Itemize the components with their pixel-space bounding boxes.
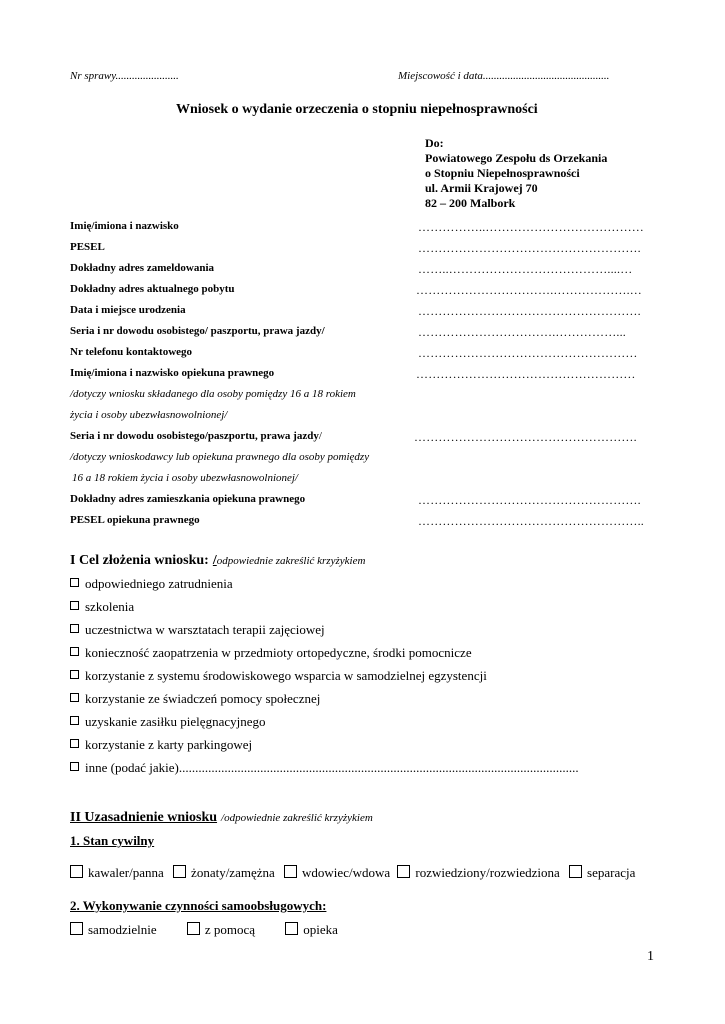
checkbox-icon[interactable]: [70, 601, 79, 610]
field-label: Dokładny adres aktualnego pobytu: [70, 283, 235, 295]
field-label: Seria i nr dowodu osobistego/paszportu, prawa jazdy: [70, 430, 319, 442]
status-option[interactable]: [397, 865, 559, 880]
subsection-heading: 1. Stan cywilny: [70, 833, 155, 848]
checkbox-icon[interactable]: [70, 670, 79, 679]
status-option[interactable]: [569, 865, 635, 880]
page-number: 1: [647, 949, 654, 964]
option-label: korzystanie ze świadczeń pomocy społecznej: [85, 691, 321, 706]
checkbox-icon[interactable]: [284, 865, 297, 878]
self-care-options: [70, 922, 338, 938]
field-label: Imię/imiona i nazwisko: [70, 220, 179, 232]
note-text: /dotyczy wnioskodawcy lub opiekuna prawnego dla osoby pomiędzy: [70, 451, 370, 463]
self-care-option[interactable]: [285, 922, 338, 937]
option-label: inne (podać jakie)...........................................................................................................................: [85, 760, 579, 775]
field-dots: ……………………………………………….: [418, 241, 641, 255]
place-date-field: Miejscowość i data..............................................: [398, 70, 610, 82]
note-text: 16 a 18 rokiem życia i osoby ubezwłasnowolnionej/: [72, 472, 298, 484]
field-dots: ……………………………………………….: [414, 430, 637, 444]
checkbox-icon[interactable]: [285, 922, 298, 935]
purpose-option[interactable]: [70, 737, 252, 753]
option-label: żonaty/zamężna: [191, 865, 275, 880]
field-dots: ………………………………………………..: [418, 514, 644, 528]
marital-status-options: [70, 865, 635, 881]
option-label: korzystanie z systemu środowiskowego wsparcia w samodzielnej egzystencji: [85, 668, 487, 683]
note-text: /dotyczy wniosku składanego dla osoby pomiędzy 16 a 18 rokiem: [70, 388, 356, 400]
field-dots: ……..…………………………………....…: [418, 262, 633, 276]
option-label: odpowiedniego zatrudnienia: [85, 576, 233, 591]
purpose-option[interactable]: [70, 622, 325, 638]
option-label: z pomocą: [204, 922, 256, 937]
checkbox-icon[interactable]: [70, 578, 79, 587]
field-label: Seria i nr dowodu osobistego/ paszportu, prawa jazdy/: [70, 325, 325, 337]
field-label: Data i miejsce urodzenia: [70, 304, 186, 316]
section-1-heading: [70, 551, 365, 569]
option-label: separacja: [587, 865, 636, 880]
field-label: Dokładny adres zamieszkania opiekuna prawnego: [70, 493, 306, 505]
note-text: życia i osoby ubezwłasnowolnionej/: [70, 409, 228, 421]
purpose-option[interactable]: [70, 599, 134, 615]
field-label: PESEL: [70, 241, 105, 253]
section-note: /odpowiednie zakreślić krzyżykiem: [221, 812, 373, 824]
field-dots: ……………………………………………….: [418, 304, 641, 318]
field-dots: ……………..…………………………………: [418, 220, 644, 234]
field-dots: …………………………….……………….…: [416, 283, 642, 297]
purpose-option[interactable]: [70, 714, 266, 730]
addressee-line: Powiatowego Zespołu ds Orzekania: [425, 151, 608, 165]
field-dots: ………………………………………………: [416, 367, 636, 381]
field-dots: ………………………………………………: [418, 346, 638, 360]
section-note: odpowiednie zakreślić krzyżykiem: [216, 555, 366, 567]
option-label: samodzielnie: [88, 922, 157, 937]
self-care-option[interactable]: [187, 922, 255, 937]
addressee-line: 82 – 200 Malbork: [425, 196, 516, 210]
option-label: rozwiedziony/rozwiedziona: [415, 865, 560, 880]
option-label: uzyskanie zasiłku pielęgnacyjnego: [85, 714, 266, 729]
purpose-option[interactable]: [70, 668, 487, 684]
section-heading-text: I Cel złożenia wniosku:: [70, 553, 209, 568]
field-label: Dokładny adres zameldowania: [70, 262, 215, 274]
status-option[interactable]: [70, 865, 164, 880]
field-dots: ……………………………………………….: [418, 493, 641, 507]
checkbox-icon[interactable]: [70, 647, 79, 656]
status-option[interactable]: [173, 865, 275, 880]
checkbox-icon[interactable]: [70, 739, 79, 748]
purpose-option[interactable]: [70, 576, 233, 592]
addressee-line: ul. Armii Krajowej 70: [425, 181, 538, 195]
option-label: korzystanie z karty parkingowej: [85, 737, 253, 752]
addressee-line: o Stopniu Niepełnosprawności: [425, 166, 580, 180]
document-title: Wniosek o wydanie orzeczenia o stopniu niepełnosprawności: [176, 102, 538, 117]
checkbox-icon[interactable]: [569, 865, 582, 878]
field-label: PESEL opiekuna prawnego: [70, 514, 200, 526]
label-slash: /: [318, 430, 322, 442]
checkbox-icon[interactable]: [397, 865, 410, 878]
checkbox-icon[interactable]: [187, 922, 200, 935]
guardian-id-label: [70, 430, 322, 442]
checkbox-icon[interactable]: [70, 762, 79, 771]
field-dots: …………………………….……………...: [418, 325, 626, 339]
option-label: kawaler/panna: [88, 865, 164, 880]
checkbox-icon[interactable]: [70, 693, 79, 702]
subsection-heading: 2. Wykonywanie czynności samoobsługowych:: [70, 898, 327, 913]
purpose-option[interactable]: [70, 760, 579, 776]
field-label: Nr telefonu kontaktowego: [70, 346, 193, 358]
section-2-heading: [70, 808, 373, 826]
checkbox-icon[interactable]: [70, 624, 79, 633]
status-option[interactable]: [284, 865, 390, 880]
option-label: szkolenia: [85, 599, 135, 614]
section-heading-text: II Uzasadnienie wniosku: [70, 810, 218, 825]
field-label: Imię/imiona i nazwisko opiekuna prawnego: [70, 367, 275, 379]
addressee-block: [425, 136, 607, 211]
case-number-field: Nr sprawy.......................: [70, 70, 179, 82]
purpose-option[interactable]: [70, 691, 320, 707]
self-care-option[interactable]: [70, 922, 157, 937]
option-label: konieczność zaopatrzenia w przedmioty ortopedyczne, środki pomocnicze: [85, 645, 472, 660]
option-label: wdowiec/wdowa: [302, 865, 391, 880]
addressee-to: Do:: [425, 136, 444, 150]
option-label: opieka: [303, 922, 338, 937]
checkbox-icon[interactable]: [70, 716, 79, 725]
heading-slash: /: [212, 553, 217, 568]
purpose-option[interactable]: [70, 645, 472, 661]
checkbox-icon[interactable]: [70, 865, 83, 878]
checkbox-icon[interactable]: [173, 865, 186, 878]
checkbox-icon[interactable]: [70, 922, 83, 935]
option-label: uczestnictwa w warsztatach terapii zajęciowej: [85, 622, 325, 637]
